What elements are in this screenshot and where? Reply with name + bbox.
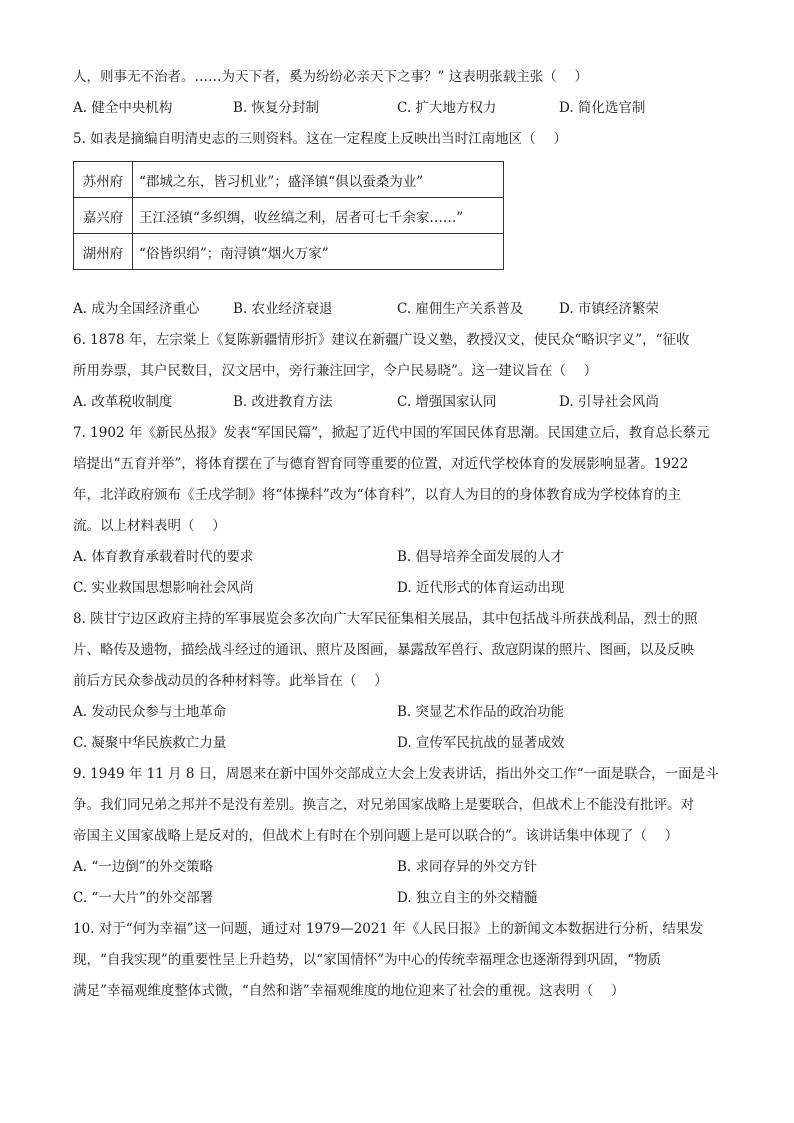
q5-options xyxy=(73,294,723,325)
q7-option-c[interactable]: C. 实业救国思想影响社会风尚 xyxy=(73,580,254,596)
q6-option-d[interactable]: D. 引导社会风尚 xyxy=(559,394,659,410)
table-cell-place: 苏州府 xyxy=(74,162,133,198)
q9-option-d[interactable]: D. 独立自主的外交精髓 xyxy=(397,890,538,906)
q8-option-c[interactable]: C. 凝聚中华民族救亡力量 xyxy=(73,735,227,751)
q10-stem xyxy=(73,914,723,1007)
q5-option-d[interactable]: D. 市镇经济繁荣 xyxy=(559,301,659,317)
q8-option-d[interactable]: D. 宣传军民抗战的显著成效 xyxy=(397,735,565,751)
table-row xyxy=(74,198,504,234)
q7-option-b[interactable]: B. 倡导培养全面发展的人才 xyxy=(397,549,565,565)
table-row xyxy=(74,234,504,270)
table-cell-text: “郡城之东，皆习机业”；盛泽镇“俱以蚕桑为业” xyxy=(133,162,504,198)
q9-option-a[interactable]: A. “一边倒”的外交策略 xyxy=(73,859,214,875)
exam-page xyxy=(73,62,723,1007)
q9-option-c[interactable]: C. “一大片”的外交部署 xyxy=(73,890,214,906)
q9-options-row-2 xyxy=(73,883,723,914)
table-cell-place: 嘉兴府 xyxy=(74,198,133,234)
q4-option-a[interactable]: A. 健全中央机构 xyxy=(73,100,173,116)
q7-options-row-2 xyxy=(73,573,723,604)
q6-stem-line: 所用券票，其户民数目，汉文居中，旁行兼注回字，令户民易晓”。这一建议旨在（ ） xyxy=(73,363,598,379)
q7-stem-line: 培提出“五育并举”，将体育摆在了与德育智育同等重要的位置，对近代学校体育的发展影响显著。1922 xyxy=(73,456,689,472)
q7-option-d[interactable]: D. 近代形式的体育运动出现 xyxy=(397,580,565,596)
q5-option-a[interactable]: A. 成为全国经济重心 xyxy=(73,301,200,317)
q9-options-row-1 xyxy=(73,852,723,883)
q10-stem-line: 满足”幸福观维度整体式微，“自然和谐”幸福观维度的地位迎来了社会的重视。这表明（ ） xyxy=(73,983,625,999)
q9-stem-line: 9. 1949 年 11 月 8 日，周恩来在新中国外交部成立大会上发表讲话，指出外交工作“一面是联合，一面是斗 xyxy=(73,766,719,782)
q6-option-b[interactable]: B. 改进教育方法 xyxy=(233,394,333,410)
q6-option-c[interactable]: C. 增强国家认同 xyxy=(397,394,497,410)
q5-option-c[interactable]: C. 雇佣生产关系普及 xyxy=(397,301,524,317)
q8-options-row-2 xyxy=(73,728,723,759)
q6-stem xyxy=(73,325,723,387)
q8-option-b[interactable]: B. 突显艺术作品的政治功能 xyxy=(397,704,565,720)
table-cell-place: 湖州府 xyxy=(74,234,133,270)
q7-option-a[interactable]: A. 体育教育承载着时代的要求 xyxy=(73,549,254,565)
q10-stem-line: 现，“自我实现”的重要性呈上升趋势，以“家国情怀”为中心的传统幸福理念也逐渐得到巩固，“物质 xyxy=(73,952,662,968)
q9-stem xyxy=(73,759,723,852)
q5-option-b[interactable]: B. 农业经济衰退 xyxy=(233,301,333,317)
q10-stem-line: 10. 对于“何为幸福”这一问题，通过对 1979—2021 年《人民日报》上的新闻文本数据进行分析，结果发 xyxy=(73,921,703,937)
q8-option-a[interactable]: A. 发动民众参与土地革命 xyxy=(73,704,227,720)
q7-stem-line: 年，北洋政府颁布《壬戌学制》将“体操科”改为“体育科”，以育人为目的的身体教育成为学校体育的主 xyxy=(73,487,682,503)
q7-options-row-1 xyxy=(73,542,723,573)
q7-stem-line: 流。以上材料表明（ ） xyxy=(73,518,226,534)
q9-stem-line: 争。我们同兄弟之邦并不是没有差别。换言之，对兄弟国家战略上是要联合，但战术上不能没有批评。对 xyxy=(73,797,694,813)
q4-options xyxy=(73,93,723,124)
q9-option-b[interactable]: B. 求同存异的外交方针 xyxy=(397,859,538,875)
q7-stem-line: 7. 1902 年《新民丛报》发表“军国民篇”，掀起了近代中国的军国民体育思潮。民国建立后，教育总长蔡元 xyxy=(73,425,710,441)
q8-stem-line: 8. 陕甘宁边区政府主持的军事展览会多次向广大军民征集相关展品，其中包括战斗所获战利品，烈士的照 xyxy=(73,611,698,627)
q8-stem-line: 前后方民众参战动员的各种材料等。此举旨在（ ） xyxy=(73,673,388,689)
q8-options-row-1 xyxy=(73,697,723,728)
q4-option-c[interactable]: C. 扩大地方权力 xyxy=(397,100,497,116)
q4-option-b[interactable]: B. 恢复分封制 xyxy=(233,100,320,116)
q7-stem xyxy=(73,418,723,542)
q5-stem: 5. 如表是摘编自明清史志的三则资料。这在一定程度上反映出当时江南地区（ ） xyxy=(73,131,567,147)
q5-source-table xyxy=(73,161,504,270)
table-cell-text: “俗皆织绢”；南浔镇“烟火万家” xyxy=(133,234,504,270)
q4-stem: 人，则事无不治者。……为天下者，奚为纷纷必亲天下之事？” 这表明张载主张（ ） xyxy=(73,69,588,85)
table-cell-text: 王江泾镇“多织绸，收丝缟之利，居者可七千余家……” xyxy=(133,198,504,234)
q8-stem-line: 片、略传及遗物，描绘战斗经过的通讯、照片及图画，暴露敌军兽行、敌寇阴谋的照片、图画，以及反映 xyxy=(73,642,694,658)
q6-options xyxy=(73,387,723,418)
q8-stem xyxy=(73,604,723,697)
q4-option-d[interactable]: D. 简化选官制 xyxy=(559,100,646,116)
q6-option-a[interactable]: A. 改革税收制度 xyxy=(73,394,173,410)
table-row xyxy=(74,162,504,198)
q9-stem-line: 帝国主义国家战略上是反对的，但战术上有时在个别问题上是可以联合的”。该讲话集中体现了（ ） xyxy=(73,828,679,844)
q6-stem-line: 6. 1878 年，左宗棠上《复陈新疆情形折》建议在新疆广设义塾，教授汉文，使民众“略识字义”，“征收 xyxy=(73,332,690,348)
